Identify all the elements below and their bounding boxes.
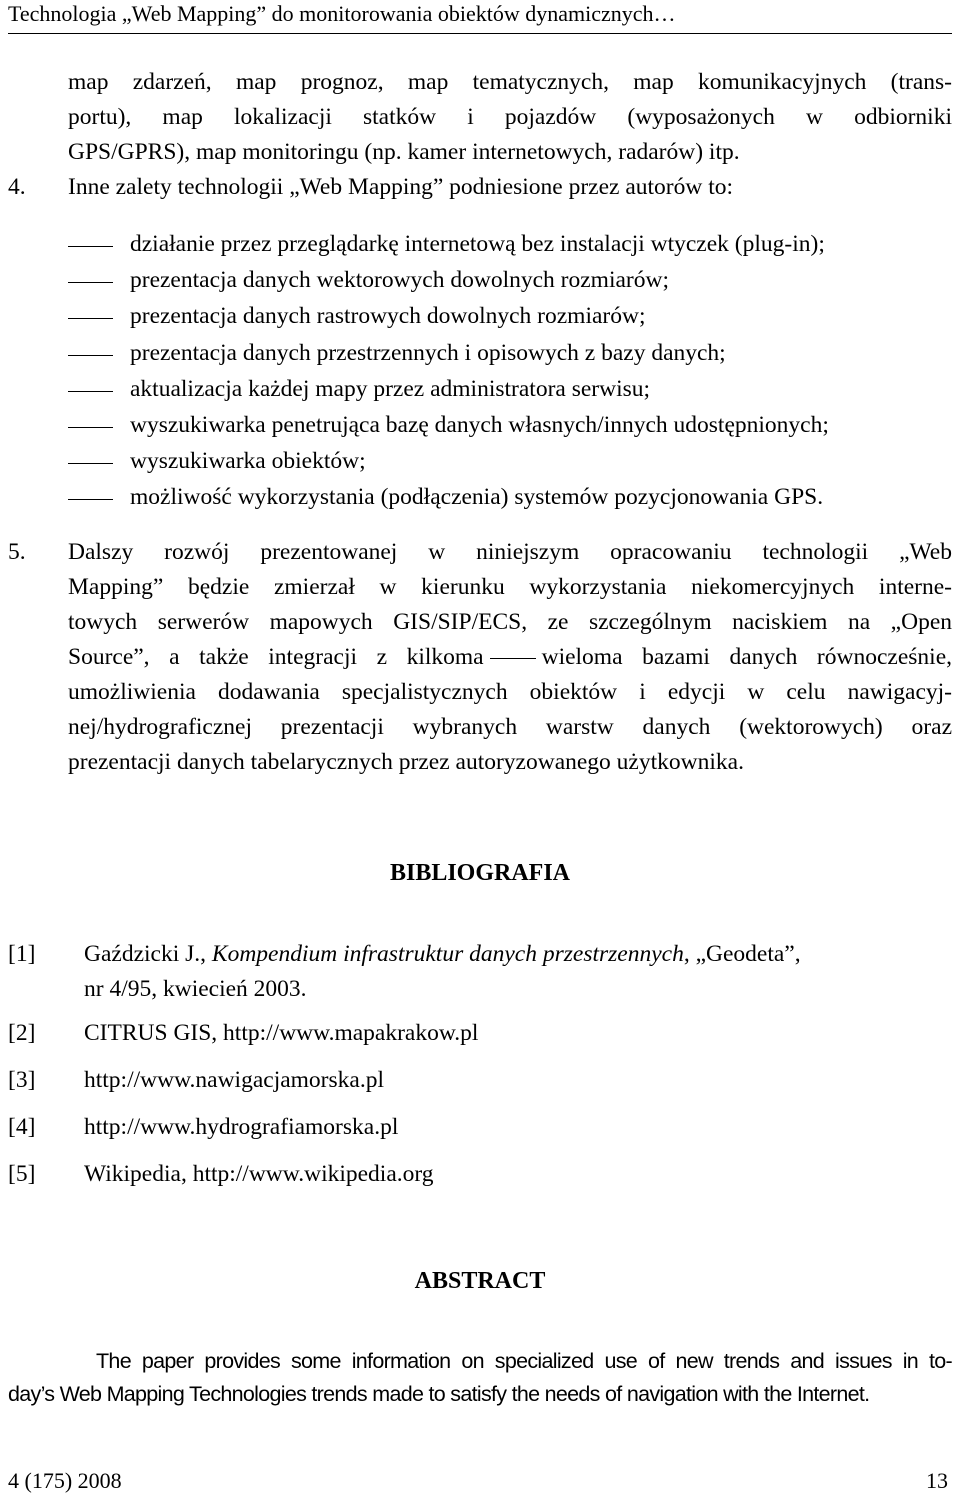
reference-text: CITRUS GIS, http://www.mapakrakow.pl	[84, 1020, 479, 1046]
dash-bullet-icon	[68, 246, 113, 247]
item-5-paragraph	[68, 535, 952, 780]
text-fragment: wieloma bazami danych równocześnie,	[541, 644, 952, 670]
em-dash-icon	[490, 658, 536, 659]
list-item	[68, 335, 960, 371]
text-fragment: Source”, a także integracji z kilkoma	[68, 644, 484, 670]
list-item	[68, 226, 960, 262]
list-item	[68, 371, 960, 407]
reference-item	[8, 937, 948, 1009]
reference-item	[8, 1016, 948, 1052]
list-item-text: wyszukiwarka penetrująca bazę danych własnych/innych udostępnionych;	[130, 411, 829, 438]
list-item-text: wyszukiwarka obiektów;	[130, 448, 366, 475]
list-item-text: możliwość wykorzystania (podłączenia) systemów pozycjonowania GPS.	[130, 484, 824, 511]
list-item	[68, 262, 960, 298]
page-number: 13	[926, 1468, 948, 1493]
continuation-paragraph	[68, 65, 952, 170]
dash-bullet-icon	[68, 499, 113, 500]
text-line: towych serwerów mapowych GIS/SIP/ECS, ze szczególnym naciskiem na „Open	[68, 609, 952, 635]
text-line: umożliwienia dodawania specjalistycznych obiektów i edycji w celu nawigacyj-	[68, 679, 952, 705]
reference-source: , „Geodeta”,	[683, 941, 801, 967]
reference-text: Wikipedia, http://www.wikipedia.org	[84, 1161, 434, 1187]
text-line: map zdarzeń, map prognoz, map tematycznych, map komunikacyjnych (trans-	[68, 69, 952, 95]
reference-issue: nr 4/95, kwiecień 2003.	[84, 976, 307, 1002]
reference-item	[8, 1110, 948, 1146]
abstract-heading: ABSTRACT	[414, 1268, 546, 1294]
item-5-number: 5.	[8, 539, 26, 565]
reference-number: [3]	[8, 1067, 36, 1093]
reference-author: Gaździcki J.,	[84, 941, 207, 967]
text-line: prezentacji danych tabelarycznych przez autoryzowanego użytkownika.	[68, 749, 744, 775]
reference-text	[84, 937, 954, 1007]
reference-number: [5]	[8, 1161, 36, 1187]
reference-number: [2]	[8, 1020, 36, 1046]
text-line: nej/hydrograficznej prezentacji wybranych warstw danych (wektorowych) oraz	[68, 714, 952, 740]
list-item-text: działanie przez przeglądarkę internetową bez instalacji wtyczek (plug-in);	[130, 231, 825, 257]
text-line	[68, 640, 952, 675]
list-item	[68, 298, 960, 334]
reference-number: [1]	[8, 941, 36, 967]
text-line: portu), map lokalizacji statków i pojazdów (wyposażonych w odbiorniki	[68, 104, 952, 130]
dash-bullet-icon	[68, 355, 113, 356]
dash-bullet-icon	[68, 463, 113, 464]
list-item	[68, 443, 960, 479]
running-header: Technologia „Web Mapping” do monitorowania obiektów dynamicznych…	[8, 1, 952, 34]
reference-item	[8, 1157, 948, 1193]
item-4-text: Inne zalety technologii „Web Mapping” podniesione przez autorów to:	[68, 174, 734, 200]
text-line: day’s Web Mapping Technologies trends made to satisfy the needs of navigation with the Internet.	[8, 1382, 870, 1406]
list-item-text: prezentacja danych wektorowych dowolnych rozmiarów;	[130, 267, 669, 294]
abstract-text	[8, 1345, 952, 1411]
advantages-list	[68, 226, 960, 516]
text-line: Dalszy rozwój prezentowanej w niniejszym opracowaniu technologii „Web	[68, 539, 952, 565]
list-item	[68, 407, 960, 443]
list-item	[68, 479, 960, 515]
reference-title: Kompendium infrastruktur danych przestrzennych	[211, 941, 684, 967]
dash-bullet-icon	[68, 391, 113, 392]
text-line: Mapping” będzie zmierzał w kierunku wykorzystania niekomercyjnych interne-	[68, 574, 952, 600]
list-item-text: prezentacja danych przestrzennych i opisowych z bazy danych;	[130, 339, 726, 366]
reference-item	[8, 1063, 948, 1099]
list-item-text: aktualizacja każdej mapy przez administratora serwisu;	[130, 375, 651, 402]
dash-bullet-icon	[68, 427, 113, 428]
dash-bullet-icon	[68, 282, 113, 283]
reference-text: http://www.nawigacjamorska.pl	[84, 1067, 384, 1093]
text-line: The paper provides some information on specialized use of new trends and issues in to-	[96, 1349, 952, 1373]
list-item-text: prezentacja danych rastrowych dowolnych rozmiarów;	[130, 303, 646, 330]
issue-number: 4 (175) 2008	[8, 1468, 122, 1493]
reference-number: [4]	[8, 1114, 36, 1140]
reference-text: http://www.hydrografiamorska.pl	[84, 1114, 399, 1140]
bibliography-heading: BIBLIOGRAFIA	[389, 860, 571, 886]
item-4-number: 4.	[8, 174, 26, 200]
dash-bullet-icon	[68, 318, 113, 319]
text-line: GPS/GPRS), map monitoringu (np. kamer internetowych, radarów) itp.	[68, 139, 740, 165]
